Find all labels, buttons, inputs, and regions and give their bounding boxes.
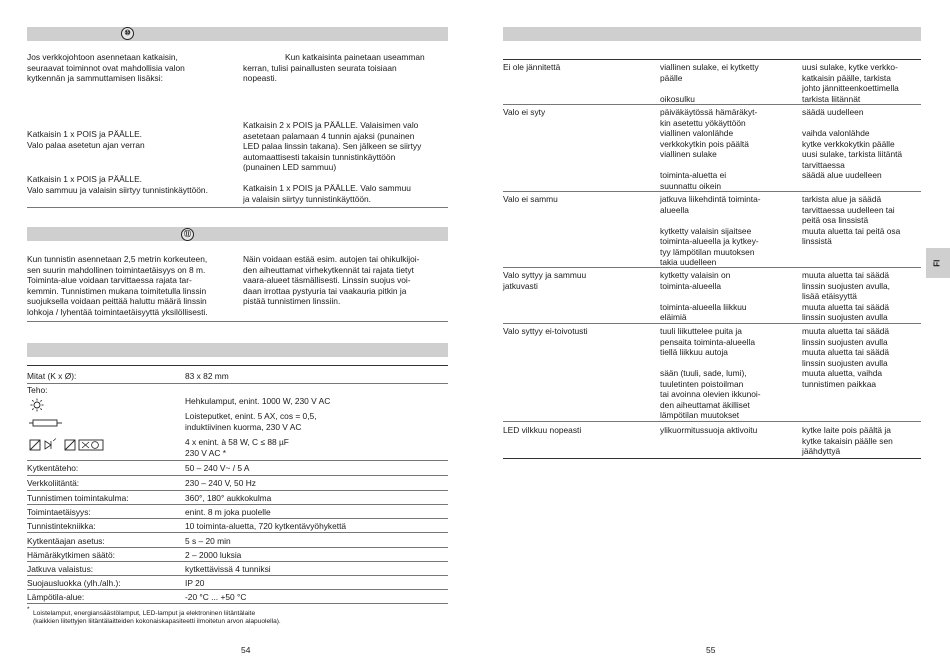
solution-cell: kytke laite pois päältä ja kytke takaisin päälle sen jäähdyttyä [802,425,893,456]
troubleshooting-bottom-rule [503,458,921,459]
footnote-mark: * [27,606,30,613]
problem-cell: Valo ei syty [503,107,546,117]
spec-label: Verkkoliitäntä: [27,478,80,488]
solution-cell: tarkista alue ja säädä tarvittaessa uudelleen tai peitä osa linssistä muuta aluetta tai peitä osa linssistä [802,194,901,246]
spec-value: IP 20 [185,578,205,588]
fluorescent-tube-icon [29,418,63,428]
spec-value: 4 x enint. à 58 W, C ≤ 88 µF 230 V AC * [185,437,289,458]
spec-value: kytkettävissä 4 tunniksi [185,564,271,574]
section-10-bottom-rule [27,207,448,208]
section-11-right-text: Näin voidaan estää esim. autojen tai ohikulkijoi- den aiheuttamat virhekytkennät tai rajata tietyt vaara-alueet täsmällisesti. Linssin suojus voi- daan irrottaa pystyuria tai vaakauria pitkin ja pistää tunnistimen linssiin. [243,254,420,306]
specs-top-rule [27,365,448,366]
specs-header [27,343,448,357]
incandescent-lamp-icon [30,398,44,412]
troubleshooting-top-rule [503,59,921,60]
solution-cell: muuta aluetta tai säädä linssin suojusten avulla muuta aluetta tai säädä linssin suojusten avulla muuta aluetta, vaihda tunnistimen paikkaa [802,326,890,389]
spec-value: 10 toiminta-aluetta, 720 kytkentävyöhykettä [185,521,347,531]
spec-label: Mitat (K x Ø): [27,371,77,381]
problem-cell: Valo syttyy ja sammuu jatkuvasti [503,270,587,291]
spec-label: Kytkentäteho: [27,463,79,473]
section-11-bottom-rule [27,321,448,322]
cause-cell: kytketty valaisin on toiminta-alueella toiminta-alueella liikkuu eläimiä [660,270,747,322]
led-energy-saving-ballast-icons [29,438,109,452]
section-10-left-intro: Jos verkkojohtoon asennetaan katkaisin, seuraavat toiminnot ovat mahdollisia valon kytkennän ja sammuttamisen lisäksi: [27,52,185,83]
solution-cell: muuta aluetta tai säädä linssin suojusten avulla, lisää etäisyyttä muuta aluetta tai säädä linssin suojusten avulla [802,270,890,322]
spec-value: Loisteputket, enint. 5 AX, cos = 0,5, induktiivinen kuorma, 230 V AC [185,411,317,432]
page-number-left: 54 [241,645,251,655]
section-10-right-intro: Kun katkaisinta painetaan useamman kerran, tulisi painallusten seurata toisiaan nopeasti. [243,52,425,83]
section-11-number: ⑪ [181,228,194,241]
spec-value: enint. 8 m joka puolelle [185,507,271,517]
problem-cell: LED vilkkuu nopeasti [503,425,582,435]
language-tab-label: FI [932,259,942,267]
cause-cell: viallinen sulake, ei kytketty päälle oikosulku [660,62,759,104]
section-10-right-p2: Katkaisin 1 x POIS ja PÄÄLLE. Valo sammuu ja valaisin siirtyy tunnistinkäyttöön. [243,183,411,204]
problem-cell: Valo syttyy ei-toivotusti [503,326,588,336]
section-10-left-p1: Katkaisin 1 x POIS ja PÄÄLLE. Valo palaa asetetun ajan verran [27,129,145,150]
cause-cell: tuuli liikuttelee puita ja pensaita toiminta-alueella tiellä liikkuu autoja sään (tuuli, sade, lumi), tuuletinten poistoilman tai avoinna olevien ikkunoi- den aiheuttamat äkilliset lämpötilan muutokset [660,326,761,420]
section-11-header [27,227,448,241]
spec-value: Hehkulamput, enint. 1000 W, 230 V AC [185,396,331,406]
spec-value: 2 – 2000 luksia [185,550,242,560]
spec-value: 5 s – 20 min [185,536,231,546]
troubleshooting-header [503,27,921,41]
spec-value: 230 – 240 V, 50 Hz [185,478,256,488]
spec-value: 83 x 82 mm [185,371,229,381]
spec-label: Jatkuva valaistus: [27,564,94,574]
language-tab [926,248,950,278]
cause-cell: jatkuva liikehdintä toiminta- alueella kytketty valaisin sijaitsee toiminta-alueella ja kytkey- tyy lämpötilan muutoksen takia uudelleen [660,194,761,267]
footnote: Loistelamput, energiansäästölamput, LED-lamput ja elektroninen liitäntälaite (kaikkien liitettyjen liitäntälaitteiden kokonaiskapasiteetti ilmoitetun arvon alapuolella). [33,610,281,626]
section-11-left-text: Kun tunnistin asennetaan 2,5 metrin korkeuteen, sen suurin mahdollinen toimintaetäisyys on 8 m. Toiminta-alue voidaan tarvittaessa rajata tar- kemmin. Tunnistimen mukana toimitetulla linssin suojuksella voidaan peittää haluttu määrä linssin lohkoja / lyhentää toimintaetäisyyttä yksilöllisesti. [27,254,208,317]
spec-label: Tunnistintekniikka: [27,521,96,531]
solution-cell: säädä uudelleen vaihda valonlähde kytke verkkokytkin päälle uusi sulake, tarkista liitäntä tarvittaessa säädä alue uudelleen [802,107,903,180]
spec-label: Hämäräkytkimen säätö: [27,550,115,560]
section-10-right-p1: Katkaisin 2 x POIS ja PÄÄLLE. Valaisimen valo asetetaan palamaan 4 tunnin ajaksi (punainen LED palaa linssin takana). Sen jälkeen se siirtyy automaattisesti takaisin tunnistinkäyttöön (punainen LED sammuu) [243,120,422,172]
spec-value: 360°, 180° aukkokulma [185,493,272,503]
page-number-right: 55 [706,645,716,655]
spec-label: Suojausluokka (ylh./alh.): [27,578,121,588]
spec-value: 50 – 240 V~ / 5 A [185,463,250,473]
spec-label: Tunnistimen toimintakulma: [27,493,129,503]
problem-cell: Valo ei sammu [503,194,558,204]
section-10-number: ⑩ [121,27,134,40]
spec-label: Lämpötila-alue: [27,592,85,602]
section-10-left-p2: Katkaisin 1 x POIS ja PÄÄLLE. Valo sammuu ja valaisin siirtyy tunnistinkäyttöön. [27,174,208,195]
spec-label: Teho: [27,385,48,395]
spec-label: Toimintaetäisyys: [27,507,91,517]
spec-label: Kytkentäajan asetus: [27,536,105,546]
problem-cell: Ei ole jännitettä [503,62,561,72]
cause-cell: ylikuormitussuoja aktivoitu [660,425,758,435]
spec-value: -20 °C ... +50 °C [185,592,247,602]
solution-cell: uusi sulake, kytke verkko- katkaisin päälle, tarkista johto jännitteenkoettimella tarkista liitännät [802,62,899,104]
section-10-header [27,27,448,41]
cause-cell: päiväkäytössä hämäräkyt- kin asetettu yökäyttöön viallinen valonlähde verkkokytkin pois päältä viallinen sulake toiminta-aluetta ei suunnattu oikein [660,107,758,191]
